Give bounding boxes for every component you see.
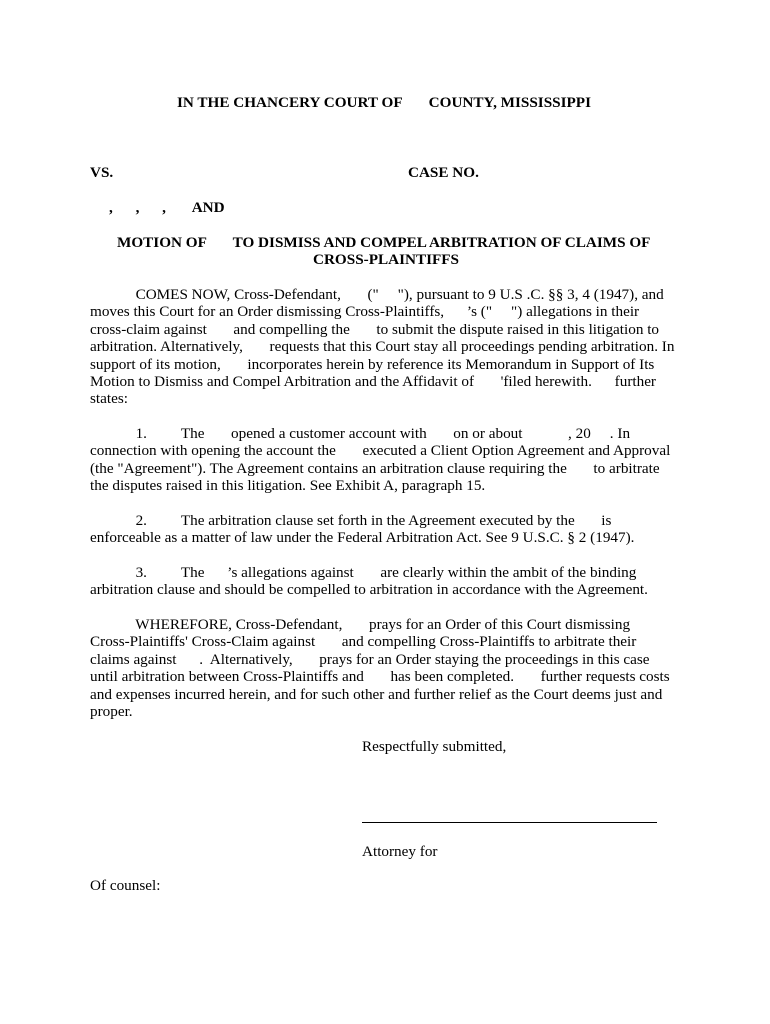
item-line: (the "Agreement"). The Agreement contains an arbitration clause requiring the to arbitrate [90,459,660,477]
caption-defendants: , , , AND [109,199,225,216]
caption-vs: VS. [90,164,114,181]
court-title: IN THE CHANCERY COURT OF COUNTY, MISSISSIPPI [177,94,591,111]
of-counsel: Of counsel: [90,877,161,894]
motion-title-line-1: MOTION OF TO DISMISS AND COMPEL ARBITRATION OF CLAIMS OF [117,234,651,251]
wherefore-line: proper. [90,703,133,721]
wherefore-line: Cross-Plaintiffs' Cross-Claim against and compelling Cross-Plaintiffs to arbitrate their [90,633,637,651]
motion-title-line-2: CROSS-PLAINTIFFS [313,251,459,268]
wherefore-line: WHEREFORE, Cross-Defendant, prays for an Order of this Court dismissing [90,616,631,633]
numbered-item-3 [90,564,680,599]
item-line: enforceable as a matter of law under the Federal Arbitration Act. See 9 U.S.C. § 2 (1947). [90,529,635,547]
wherefore-line: and expenses incurred herein, and for such other and further relief as the Court deems just and [90,685,663,703]
respectfully-submitted: Respectfully submitted, [362,738,507,755]
attorney-for: Attorney for [362,843,438,860]
caption-case-no: CASE NO. [408,164,479,181]
wherefore-line: claims against . Alternatively, prays for an Order staying the proceedings in this case [90,650,650,668]
intro-line: COMES NOW, Cross-Defendant, (" "), pursuant to 9 U.S .C. §§ 3, 4 (1947), and [90,286,664,303]
item-line: arbitration clause and should be compelled to arbitration in accordance with the Agreement. [90,581,648,599]
numbered-item-2 [90,512,680,547]
intro-line: states: [90,390,128,408]
intro-line: support of its motion, incorporates herein by reference its Memorandum in Support of Its [90,355,655,373]
numbered-item-1 [90,425,680,495]
wherefore-line: until arbitration between Cross-Plaintiffs and has been completed. further requests costs [90,668,670,686]
intro-line: cross-claim against and compelling the to submit the dispute raised in this litigation to [90,320,660,338]
signature-line [362,822,657,823]
intro-paragraph [90,286,680,408]
item-line: 1. The opened a customer account with on or about , 20 . In [90,425,631,442]
intro-line: Motion to Dismiss and Compel Arbitration and the Affidavit of 'filed herewith. further [90,373,656,391]
intro-line: arbitration. Alternatively, requests that this Court stay all proceedings pending arbitration. In [90,338,675,356]
item-line: connection with opening the account the executed a Client Option Agreement and Approval [90,442,671,460]
item-line: 2. The arbitration clause set forth in the Agreement executed by the is [90,512,612,529]
item-line: the disputes raised in this litigation. See Exhibit A, paragraph 15. [90,477,486,495]
intro-line: moves this Court for an Order dismissing Cross-Plaintiffs, ’s (" ") allegations in their [90,303,640,321]
wherefore-paragraph [90,616,680,720]
item-line: 3. The ’s allegations against are clearly within the ambit of the binding [90,564,637,581]
